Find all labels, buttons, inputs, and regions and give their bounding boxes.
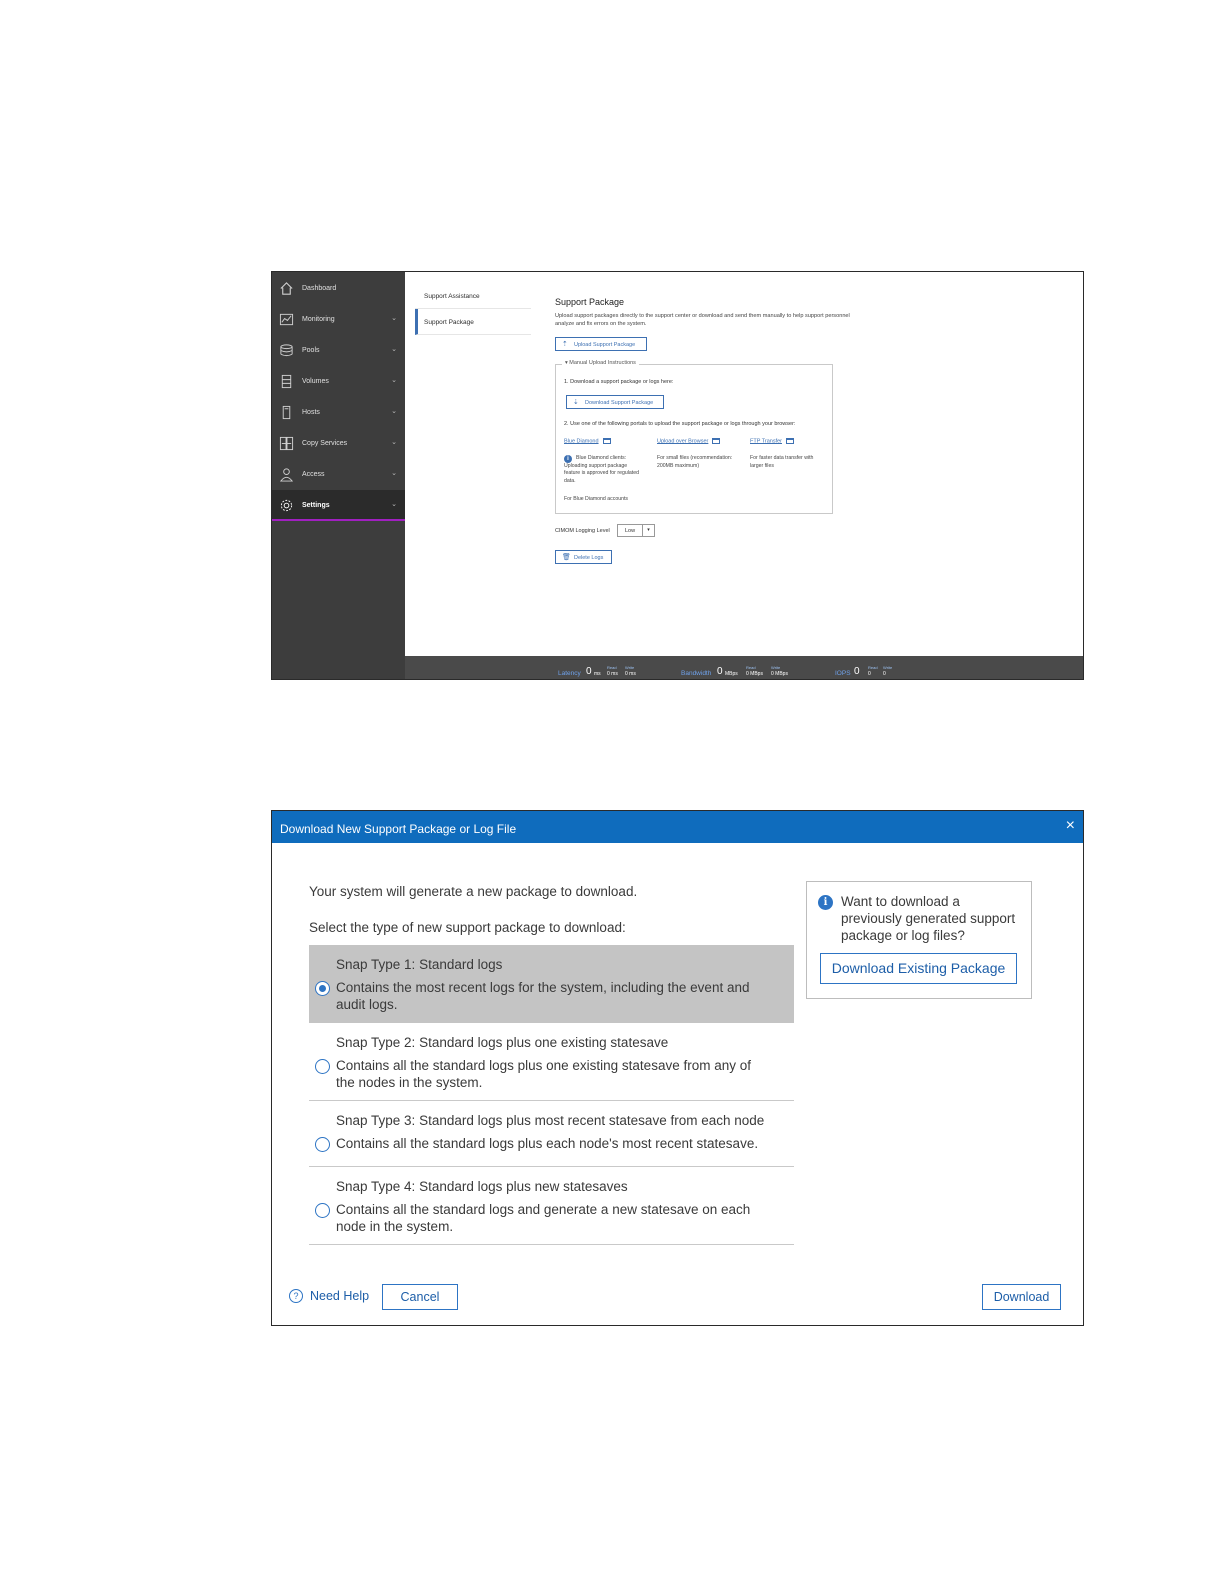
dialog-title: Download New Support Package or Log File bbox=[280, 822, 517, 836]
iops-label: IOPS bbox=[835, 670, 851, 677]
sidebar-item-label: Volumes bbox=[302, 378, 329, 385]
upload-support-package-button[interactable] bbox=[555, 337, 647, 351]
external-link-icon bbox=[712, 438, 720, 444]
volumes-icon bbox=[279, 374, 294, 389]
bandwidth-label: Bandwidth bbox=[681, 670, 712, 677]
access-icon bbox=[279, 467, 294, 482]
sidebar-item-copy-services[interactable] bbox=[272, 428, 405, 459]
sidebar bbox=[272, 272, 405, 679]
radio-button[interactable] bbox=[315, 981, 330, 996]
upload-over-browser-description: For small files (recommendation: 200MB maximum) bbox=[657, 455, 733, 469]
chevron-down-icon: ⌄ bbox=[391, 408, 397, 415]
snap-option-description: Contains all the standard logs and generate a new statesave on each node in the system. bbox=[336, 1202, 751, 1234]
snap-option-description: Contains all the standard logs plus one existing statesave from any of the nodes in the system. bbox=[336, 1058, 751, 1090]
copy-services-icon bbox=[279, 436, 294, 451]
chevron-down-icon: ▾ bbox=[642, 525, 654, 536]
manual-upload-instructions bbox=[555, 360, 833, 514]
sidebar-item-pools[interactable] bbox=[272, 335, 405, 366]
cimom-logging-label: CIMOM Logging Level bbox=[555, 528, 610, 534]
snap-option-3[interactable] bbox=[309, 1101, 794, 1167]
ftp-transfer-description: For faster data transfer with larger files bbox=[750, 455, 814, 469]
existing-package-panel bbox=[806, 881, 1032, 999]
snap-option-title: Snap Type 4: Standard logs plus new statesaves bbox=[336, 1179, 628, 1194]
settings-subnav bbox=[405, 272, 535, 656]
chevron-down-icon: ⌄ bbox=[391, 501, 397, 508]
snap-option-description: Contains the most recent logs for the system, including the event and audit logs. bbox=[336, 980, 750, 1012]
external-link-icon bbox=[786, 438, 794, 444]
latency-read: 0 ms bbox=[607, 671, 618, 677]
trash-icon: 🗑 bbox=[562, 554, 571, 561]
sidebar-item-monitoring[interactable] bbox=[272, 304, 405, 335]
snap-option-title: Snap Type 3: Standard logs plus most recent statesave from each node bbox=[336, 1113, 765, 1128]
chevron-down-icon: ⌄ bbox=[391, 377, 397, 384]
snap-option-1[interactable] bbox=[309, 945, 794, 1023]
sidebar-item-label: Pools bbox=[302, 347, 320, 354]
radio-button[interactable] bbox=[315, 1203, 330, 1218]
blue-diamond-accounts-note: For Blue Diamond accounts bbox=[564, 496, 629, 502]
blue-diamond-link[interactable] bbox=[564, 438, 611, 444]
sidebar-item-access[interactable] bbox=[272, 459, 405, 490]
external-link-icon bbox=[603, 438, 611, 444]
latency-unit: ms bbox=[594, 671, 601, 677]
select-value: Low bbox=[625, 528, 636, 534]
chevron-down-icon: ⌄ bbox=[391, 346, 397, 353]
step-2-text: 2. Use one of the following portals to upload the support package or logs through your browser: bbox=[564, 421, 796, 427]
bandwidth-value: 0 bbox=[717, 666, 723, 677]
upload-over-browser-link[interactable] bbox=[657, 438, 720, 444]
sidebar-item-label: Monitoring bbox=[302, 316, 335, 323]
snap-option-4[interactable] bbox=[309, 1167, 794, 1245]
link-label: Blue Diamond bbox=[564, 438, 599, 445]
step-1-text: 1. Download a support package or logs here: bbox=[564, 379, 674, 385]
sidebar-item-label: Dashboard bbox=[302, 285, 337, 292]
delete-logs-button[interactable] bbox=[555, 550, 612, 564]
download-existing-package-button[interactable]: Download Existing Package bbox=[820, 953, 1017, 984]
sidebar-item-dashboard[interactable] bbox=[272, 273, 405, 304]
subnav-item-support-package[interactable]: Support Package bbox=[415, 309, 531, 335]
latency-read-label: Read bbox=[607, 665, 617, 670]
subnav-item-support-assistance[interactable]: Support Assistance bbox=[415, 283, 531, 309]
support-package-panel bbox=[555, 294, 1075, 634]
dialog-intro-text: Your system will generate a new package to download. bbox=[309, 884, 638, 899]
sidebar-item-label: Settings bbox=[302, 502, 330, 509]
sidebar-item-settings[interactable] bbox=[272, 490, 405, 521]
radio-button[interactable] bbox=[315, 1059, 330, 1074]
need-help-label: Need Help bbox=[310, 1289, 370, 1303]
monitoring-icon bbox=[279, 312, 294, 327]
bandwidth-write-label: Write bbox=[771, 665, 781, 670]
chevron-down-icon: ⌄ bbox=[391, 470, 397, 477]
snap-option-title: Snap Type 2: Standard logs plus one existing statesave bbox=[336, 1035, 669, 1050]
chevron-down-icon: ⌄ bbox=[391, 439, 397, 446]
latency-label: Latency bbox=[558, 670, 581, 677]
info-icon: i bbox=[564, 455, 572, 463]
radio-button[interactable] bbox=[315, 1137, 330, 1152]
snap-option-title: Snap Type 1: Standard logs bbox=[336, 957, 503, 972]
sidebar-item-volumes[interactable] bbox=[272, 366, 405, 397]
sidebar-item-label: Hosts bbox=[302, 409, 320, 416]
close-icon[interactable]: × bbox=[1065, 817, 1075, 834]
help-icon: ? bbox=[289, 1289, 303, 1303]
bandwidth-read: 0 MBps bbox=[746, 671, 763, 677]
iops-write-label: Write bbox=[883, 665, 893, 670]
page-description: Upload support packages directly to the support center or download and send them manually to help support personnel analyze and fix errors on the system. bbox=[555, 313, 850, 327]
support-package-screenshot bbox=[271, 271, 1084, 680]
dialog-header bbox=[272, 811, 1083, 843]
cimom-logging-select[interactable] bbox=[617, 524, 655, 537]
download-support-package-button[interactable] bbox=[566, 395, 664, 409]
home-icon bbox=[279, 281, 294, 296]
info-icon: i bbox=[818, 895, 833, 910]
page-title: Support Package bbox=[555, 297, 625, 307]
link-label: Upload over Browser bbox=[657, 438, 709, 445]
button-label: Download Support Package bbox=[585, 400, 654, 406]
download-icon: ⇣ bbox=[573, 399, 579, 406]
latency-write: 0 ms bbox=[625, 671, 636, 677]
gear-icon bbox=[279, 498, 294, 513]
snap-option-description: Contains all the standard logs plus each node's most recent statesave. bbox=[336, 1136, 759, 1151]
iops-write: 0 bbox=[883, 671, 886, 677]
bandwidth-write: 0 MBps bbox=[771, 671, 788, 677]
link-label: FTP Transfer bbox=[750, 438, 782, 445]
button-label: Upload Support Package bbox=[574, 342, 636, 348]
sidebar-item-hosts[interactable] bbox=[272, 397, 405, 428]
hosts-icon bbox=[279, 405, 294, 420]
latency-value: 0 bbox=[586, 666, 592, 677]
existing-package-prompt: Want to download a previously generated support package or log files? bbox=[841, 894, 1016, 943]
button-label: Delete Logs bbox=[574, 555, 604, 561]
sidebar-item-label: Access bbox=[302, 471, 325, 478]
chevron-down-icon: ⌄ bbox=[391, 315, 397, 322]
pools-icon bbox=[279, 343, 294, 358]
sidebar-item-label: Copy Services bbox=[302, 440, 348, 447]
iops-read: 0 bbox=[868, 671, 871, 677]
download-button[interactable]: Download bbox=[982, 1284, 1061, 1310]
bandwidth-unit: MBps bbox=[725, 671, 738, 677]
iops-value: 0 bbox=[854, 666, 860, 677]
manual-upload-toggle[interactable]: ▾ Manual Upload Instructions bbox=[562, 360, 639, 366]
iops-read-label: Read bbox=[868, 665, 878, 670]
bandwidth-read-label: Read bbox=[746, 665, 756, 670]
snap-option-2[interactable] bbox=[309, 1023, 794, 1101]
download-dialog bbox=[271, 810, 1084, 1326]
snap-type-prompt: Select the type of new support package to download: bbox=[309, 920, 626, 935]
cancel-button[interactable]: Cancel bbox=[382, 1284, 458, 1310]
latency-write-label: Write bbox=[625, 665, 635, 670]
performance-statusbar bbox=[405, 656, 1083, 679]
blue-diamond-description: Blue Diamond clients: Uploading support package feature is approved for regulated data. bbox=[564, 455, 639, 484]
ftp-transfer-link[interactable] bbox=[750, 438, 794, 444]
upload-icon: ⇡ bbox=[562, 341, 568, 348]
